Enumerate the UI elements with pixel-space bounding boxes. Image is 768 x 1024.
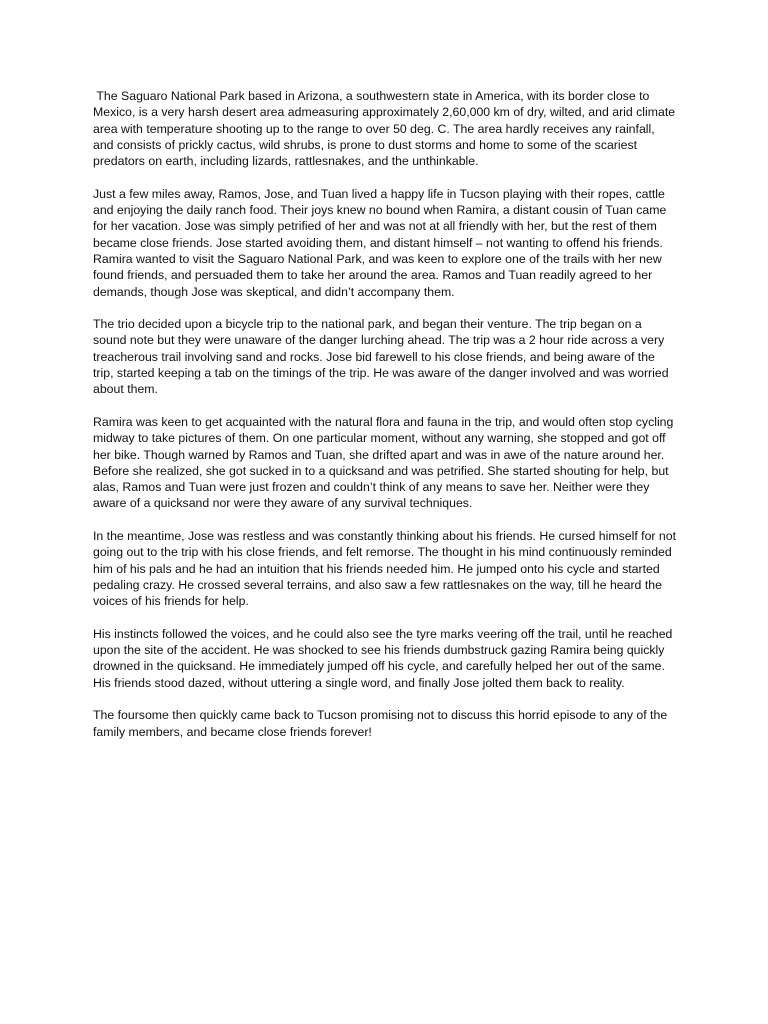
paragraph-4: Ramira was keen to get acquainted with the natural flora and fauna in the trip, and would often stop cycling midway to take pictures of them. On one particular moment, without any warning, she stopped and got off her bike. Though warned by Ramos and Tuan, she drifted apart and was in awe of the nature around her. Before she realized, she got sucked in to a quicksand and was petrified. She started shouting for help, but alas, Ramos and Tuan were just frozen and couldn’t think of any means to save her. Neither were they aware of a quicksand nor were they aware of any survival techniques. xyxy=(93,414,677,511)
paragraph-6: His instincts followed the voices, and he could also see the tyre marks veering off the trail, until he reached upon the site of the accident. He was shocked to see his friends dumbstruck gazing Ramira being quickly drowned in the quicksand. He immediately jumped off his cycle, and carefully helped her out of the same. His friends stood dazed, without uttering a single word, and finally Jose jolted them back to reality. xyxy=(93,626,676,690)
paragraph-1: The Saguaro National Park based in Arizona, a southwestern state in America, with its border close to Mexico, is a very harsh desert area admeasuring approximately 2,60,000 km of dry, wilted, and arid climate area with temperature shooting up to the range to over 50 deg. C. The area hardly receives any rainfall, and consists of prickly cactus, wild shrubs, is prone to dust storms and home to some of the scariest predators on earth, including lizards, rattlesnakes, and the unthinkable. xyxy=(93,89,679,169)
paragraph-5: In the meantime, Jose was restless and was constantly thinking about his friends. He cursed himself for not going out to the trip with his close friends, and felt remorse. The thought in his mind continuously reminded him of his pals and he had an intuition that his friends needed him. He jumped onto his cycle and started pedaling crazy. He crossed several terrains, and also saw a few rattlesnakes on the way, till he heard the voices of his friends for help. xyxy=(93,529,680,609)
paragraph-2: Just a few miles away, Ramos, Jose, and Tuan lived a happy life in Tucson playing with their ropes, cattle and enjoying the daily ranch food. Their joys knew no bound when Ramira, a distant cousin of Tuan came for her vacation. Jose was simply petrified of her and was not at all friendly with her, but the rest of them became close friends. Jose started avoiding them, and distant himself – not wanting to offend his friends. Ramira wanted to visit the Saguaro National Park, and was keen to explore one of the trails with her new found friends, and persuaded them to take her around the area. Ramos and Tuan readily agreed to her demands, though Jose was skeptical, and didn’t accompany them. xyxy=(93,186,670,299)
paragraph-3: The trio decided upon a bicycle trip to the national park, and began their venture. The trip began on a sound note but they were unaware of the danger lurching ahead. The trip was a 2 hour ride across a very treacherous trail involving sand and rocks. Jose bid farewell to his close friends, and being aware of the trip, started keeping a tab on the timings of the trip. He was aware of the danger involved and was worried about them. xyxy=(93,317,672,397)
document-body xyxy=(93,88,678,756)
paragraph-7: The foursome then quickly came back to Tucson promising not to discuss this horrid episode to any of the family members, and became close friends forever! xyxy=(93,708,671,739)
